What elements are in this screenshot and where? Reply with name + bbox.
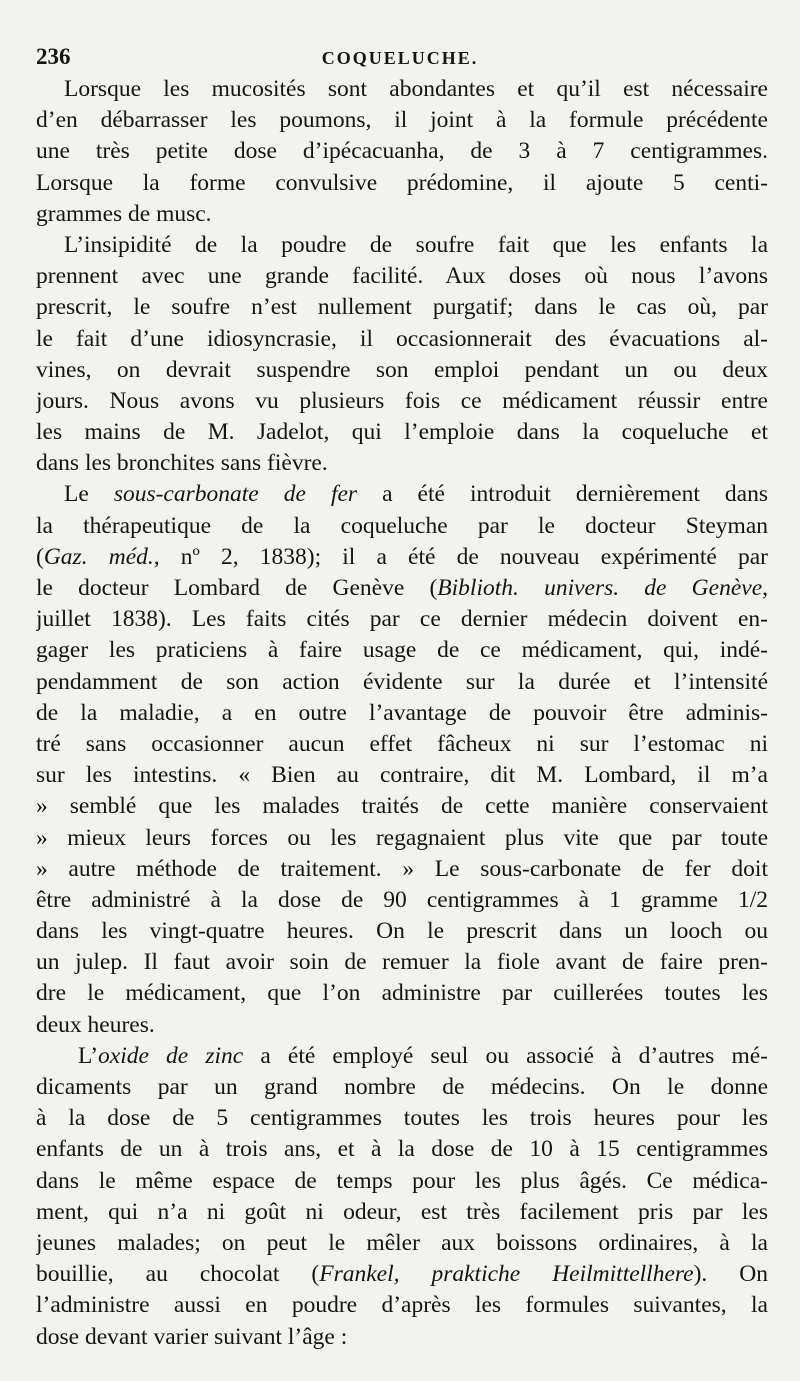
running-head <box>0 44 800 72</box>
text-line: gager les praticiens à faire usage de ce médicament, qui, indé- <box>36 637 768 664</box>
text-line: à la dose de 5 centigrammes toutes les trois heures pour les <box>36 1105 768 1132</box>
text-line: prescrit, le soufre n’est nullement purgatif; dans le cas où, par <box>36 294 768 321</box>
text-line <box>36 573 768 604</box>
text-line: un julep. Il faut avoir soin de remuer la fiole avant de faire pren- <box>36 949 768 976</box>
text-line: l’administre aussi en poudre d’après les formules suivantes, la <box>36 1292 768 1319</box>
body-text <box>36 74 768 1353</box>
italic-run: Frankel, praktiche Heilmittellhere <box>319 1261 694 1288</box>
page-number: 236 <box>36 44 71 69</box>
text-run: le docteur Lombard de Genève ( <box>36 575 438 601</box>
text-line: d’en débarrasser les poumons, il joint à la formule précédente <box>36 107 768 134</box>
text-line: vines, on devrait suspendre son emploi pendant un ou deux <box>36 356 768 383</box>
text-line: Lorsque les mucosités sont abondantes et qu’il est nécessaire <box>64 76 768 102</box>
text-line: le fait d’une idiosyncrasie, il occasionnerait des évacuations al- <box>36 325 768 352</box>
text-line: de la maladie, a en outre l’avantage de pouvoir être adminis- <box>36 699 768 726</box>
text-run: , <box>762 575 768 601</box>
text-run: , nº 2, 1838); il a été de nouveau expérimenté par <box>153 543 768 570</box>
text-line: prennent avec une grande facilité. Aux doses où nous l’avons <box>36 263 768 290</box>
text-line: dose devant varier suivant l’âge : <box>36 1323 348 1350</box>
text-line <box>36 1041 768 1072</box>
text-run: Le <box>64 481 114 508</box>
italic-run: Gaz. méd. <box>43 543 154 570</box>
text-line: deux heures. <box>36 1011 155 1038</box>
text-line: tré sans occasionner aucun effet fâcheux ni sur l’estomac ni <box>36 730 768 757</box>
text-line: enfants de un à trois ans, et à la dose de 10 à 15 centigrammes <box>36 1136 768 1163</box>
running-title: COQUELUCHE. <box>321 48 479 68</box>
text-run: bouillie, au chocolat ( <box>36 1261 320 1288</box>
text-line <box>36 479 768 510</box>
text-line: » semblé que les malades traités de cette manière conservaient <box>36 793 768 820</box>
text-run: a été employé seul ou associé à d’autres mé- <box>243 1042 768 1069</box>
text-line: les mains de M. Jadelot, qui l’emploie dans la coqueluche et <box>36 419 768 446</box>
text-line: dicaments par un grand nombre de médecins. On le donne <box>36 1074 768 1100</box>
text-line: L’insipidité de la poudre de soufre fait que les enfants la <box>64 231 768 258</box>
text-line: une très petite dose d’ipécacuanha, de 3 à 7 centigrammes. <box>36 138 768 165</box>
italic-run: Biblioth. univers. de Genève <box>437 575 763 601</box>
text-line <box>36 542 768 573</box>
text-line: la thérapeutique de la coqueluche par le docteur Steyman <box>36 512 768 539</box>
text-line: juillet 1838). Les faits cités par ce dernier médecin doivent en- <box>36 606 768 633</box>
text-line: dans les vingt-quatre heures. On le prescrit dans un looch ou <box>36 918 768 945</box>
text-line: dre le médicament, que l’on administre par cuillerées toutes les <box>36 980 768 1007</box>
text-line: pendamment de son action évidente sur la durée et l’intensité <box>36 668 768 695</box>
text-run: L’ <box>78 1042 99 1069</box>
italic-run: oxide de zinc <box>98 1042 244 1069</box>
text-line: être administré à la dose de 90 centigrammes à 1 gramme 1/2 <box>36 886 768 913</box>
text-run: a été introduit dernièrement dans <box>357 481 768 508</box>
text-line: » autre méthode de traitement. » Le sous-carbonate de fer doit <box>36 855 768 882</box>
text-line <box>36 1259 768 1290</box>
text-line: Lorsque la forme convulsive prédomine, il ajoute 5 centi- <box>36 169 768 196</box>
text-line: sur les intestins. « Bien au contraire, dit M. Lombard, il m’a <box>36 762 768 789</box>
text-run: ). On <box>693 1261 768 1288</box>
text-line: dans les bronchites sans fièvre. <box>36 450 328 477</box>
text-line: dans le même espace de temps pour les plus âgés. Ce médica- <box>36 1167 768 1194</box>
text-line: grammes de musc. <box>36 200 212 227</box>
text-run: ( <box>36 543 44 570</box>
text-line: jeunes malades; on peut le mêler aux boissons ordinaires, à la <box>36 1229 768 1256</box>
italic-run: sous-carbonate de fer <box>113 481 358 508</box>
text-line: ment, qui n’a ni goût ni odeur, est très facilement pris par les <box>36 1198 768 1225</box>
text-line: » mieux leurs forces ou les regagnaient plus vite que par toute <box>36 824 768 851</box>
text-line: jours. Nous avons vu plusieurs fois ce médicament réussir entre <box>36 387 768 414</box>
